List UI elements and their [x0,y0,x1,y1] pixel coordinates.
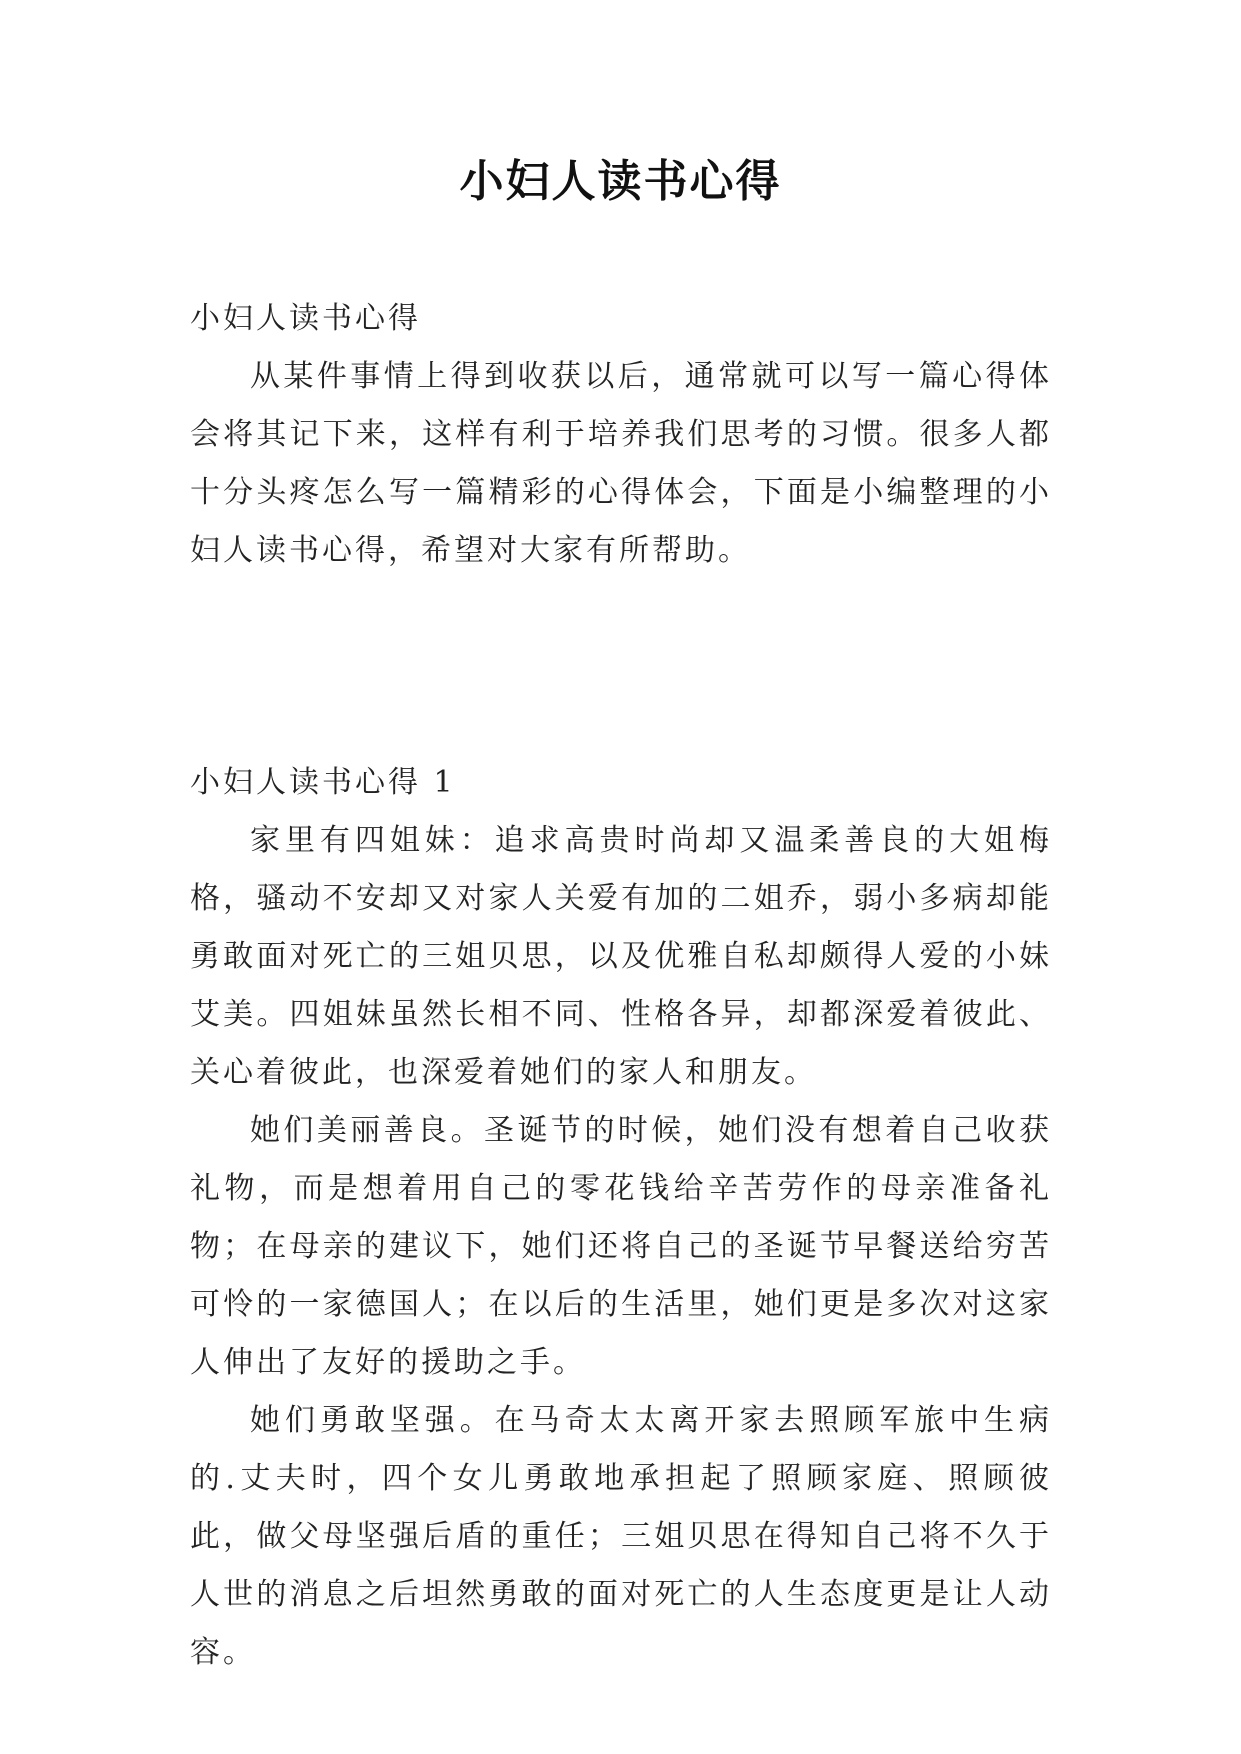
intro-heading: 小妇人读书心得 [190,301,421,336]
body-paragraph: 家里有四姐妹：追求高贵时尚却又温柔善良的大姐梅格，骚动不安却又对家人关爱有加的二姐乔，弱小多病却能勇敢面对死亡的三姐贝思，以及优雅自私却颇得人爱的小妹艾美。四姐妹虽然长相不同、性格各异，却都深爱着彼此、关心着彼此，也深爱着她们的家人和朋友。 [190,823,1052,1090]
body-paragraph: 她们勇敢坚强。在马奇太太离开家去照顾军旅中生病的.丈夫时，四个女儿勇敢地承担起了照顾家庭、照顾彼此，做父母坚强后盾的重任；三姐贝思在得知自己将不久于人世的消息之后坦然勇敢的面对死亡的人生态度更是让人动容。 [190,1403,1052,1670]
document-body [190,290,1052,1682]
section-heading: 小妇人读书心得 1 [190,765,456,800]
intro-paragraph: 从某件事情上得到收获以后，通常就可以写一篇心得体会将其记下来，这样有利于培养我们思考的习惯。很多人都十分头疼怎么写一篇精彩的心得体会，下面是小编整理的小妇人读书心得，希望对大家有所帮助。 [190,359,1052,568]
body-paragraph: 她们美丽善良。圣诞节的时候，她们没有想着自己收获礼物，而是想着用自己的零花钱给辛苦劳作的母亲准备礼物；在母亲的建议下，她们还将自己的圣诞节早餐送给穷苦可怜的一家德国人；在以后的生活里，她们更是多次对这家人伸出了友好的援助之手。 [190,1113,1052,1380]
page-title: 小妇人读书心得 [459,156,782,207]
section-spacer [190,580,1052,754]
